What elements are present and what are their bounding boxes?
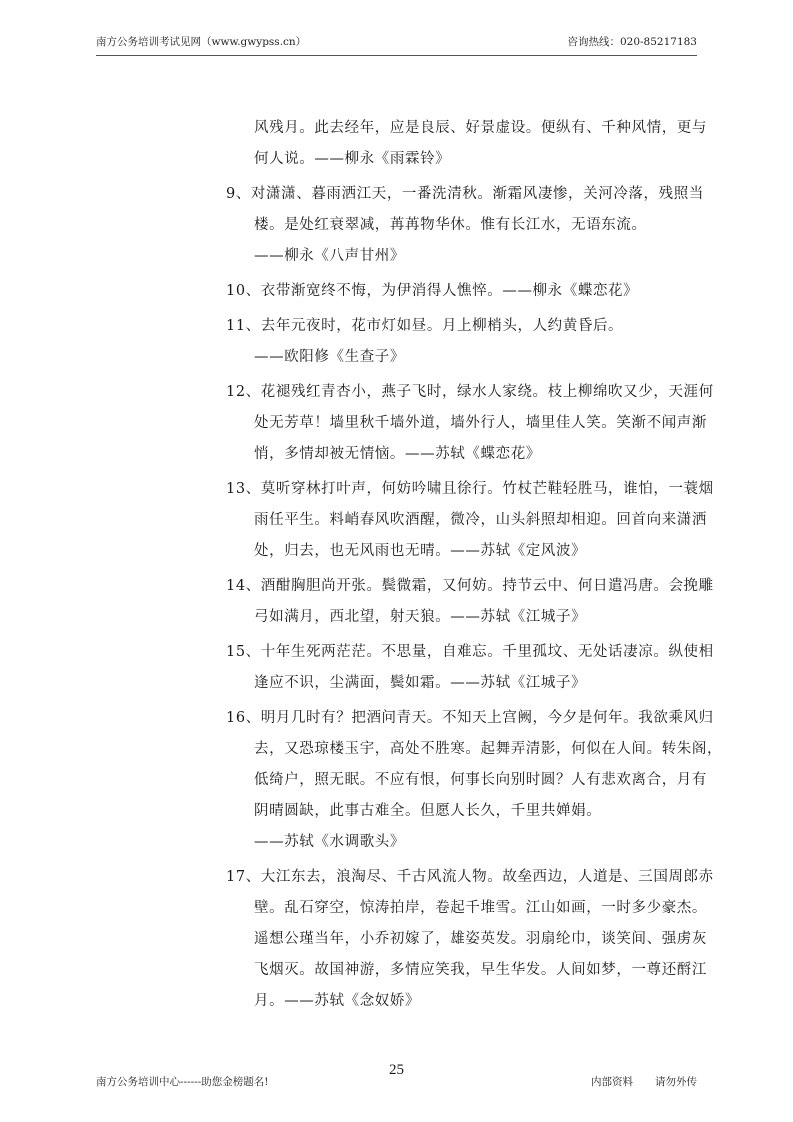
poem-item-line: 9、对潇潇、暮雨洒江天，一番洗清秋。渐霜风凄惨，关河冷落，残照当 [226, 186, 704, 202]
footer-notice [591, 1074, 697, 1089]
poem-item-line: 11、去年元夜时，花市灯如昼。月上柳梢头，人约黄昏后。 [226, 318, 624, 334]
poem-continuation-line: 雨任平生。料峭春风吹酒醒，微冷，山头斜照却相迎。回首向来潇洒 [254, 512, 707, 528]
poem-list [226, 113, 723, 1017]
page-number: 25 [389, 1062, 404, 1078]
header-hotline: 咨询热线：020-85217183 [567, 36, 697, 48]
page-header [96, 34, 697, 54]
poem-continuation-line: ——苏轼《水调歌头》 [254, 834, 405, 850]
poem-item-line: 17、大江东去，浪淘尽、千古风流人物。故垒西边，人道是、三国周郎赤 [226, 869, 714, 885]
poem-continuation-line: 遥想公瑾当年，小乔初嫁了，雄姿英发。羽扇纶巾，谈笑间、强虏灰 [254, 931, 707, 947]
poem-continuation-line: 去，又恐琼楼玉宇，高处不胜寒。起舞弄清影，何似在人间。转朱阁， [254, 741, 723, 757]
poem-item-line: 15、十年生死两茫茫。不思量，自难忘。千里孤坟、无处话凄凉。纵使相 [226, 644, 714, 660]
poem-item-line: 16、明月几时有？把酒问青天。不知天上宫阙，今夕是何年。我欲乘风归 [226, 710, 714, 726]
poem-continuation-line: 飞烟灭。故国神游，多情应笑我，早生华发。人间如梦，一尊还酹江 [254, 962, 707, 978]
header-divider [96, 55, 697, 56]
poem-continuation-line: 处无芳草！墙里秋千墙外道，墙外行人，墙里佳人笑。笑渐不闻声渐 [254, 415, 707, 431]
poem-continuation-line: 何人说。——柳永《雨霖铃》 [254, 151, 451, 167]
poem-continuation-line: 低绮户，照无眠。不应有恨，何事长向别时圆？人有悲欢离合，月有 [254, 772, 707, 788]
poem-continuation-line: 阴晴圆缺，此事古难全。但愿人长久，千里共婵娟。 [254, 803, 602, 819]
poem-continuation-line: 悄，多情却被无情恼。——苏轼《蝶恋花》 [254, 446, 541, 462]
poem-item-line: 14、酒酣胸胆尚开张。鬓微霜，又何妨。持节云中、何日遣冯唐。会挽雕 [226, 578, 714, 594]
poem-item-line: 12、花褪残红青杏小，燕子飞时，绿水人家绕。枝上柳绵吹又少，天涯何 [226, 384, 714, 400]
poem-continuation-line: 楼。是处红衰翠减，苒苒物华休。惟有长江水，无语东流。 [254, 217, 647, 233]
poem-continuation-line: 弓如满月，西北望，射天狼。——苏轼《江城子》 [254, 609, 587, 625]
poem-continuation-line: 壁。乱石穿空，惊涛拍岸，卷起千堆雪。江山如画，一时多少豪杰。 [254, 900, 707, 916]
footer-no-distribute-label: 请勿外传 [655, 1076, 697, 1088]
poem-continuation-line: 月。——苏轼《念奴娇》 [254, 993, 421, 1009]
poem-continuation-line: ——欧阳修《生查子》 [254, 349, 405, 365]
footer-internal-label: 内部资料 [591, 1076, 633, 1088]
poem-item-line: 13、莫听穿林打叶声，何妨吟啸且徐行。竹杖芒鞋轻胜马，谁怕，一蓑烟 [226, 481, 714, 497]
poem-continuation-line: ——柳永《八声甘州》 [254, 248, 405, 264]
poem-continuation-line: 处，归去，也无风雨也无晴。——苏轼《定风波》 [254, 543, 587, 559]
footer-slogan: 南方公务培训中心------助您金榜题名! [96, 1076, 269, 1088]
header-site-name: 南方公务培训考试见网（www.gwypss.cn） [96, 36, 307, 48]
poem-item-line: 10、衣带渐宽终不悔，为伊消得人憔悴。——柳永《蝶恋花》 [226, 283, 639, 299]
poem-continuation-line: 风残月。此去经年，应是良辰、好景虚设。便纵有、千种风情，更与 [254, 120, 707, 136]
poem-continuation-line: 逢应不识，尘满面，鬓如霜。——苏轼《江城子》 [254, 675, 587, 691]
